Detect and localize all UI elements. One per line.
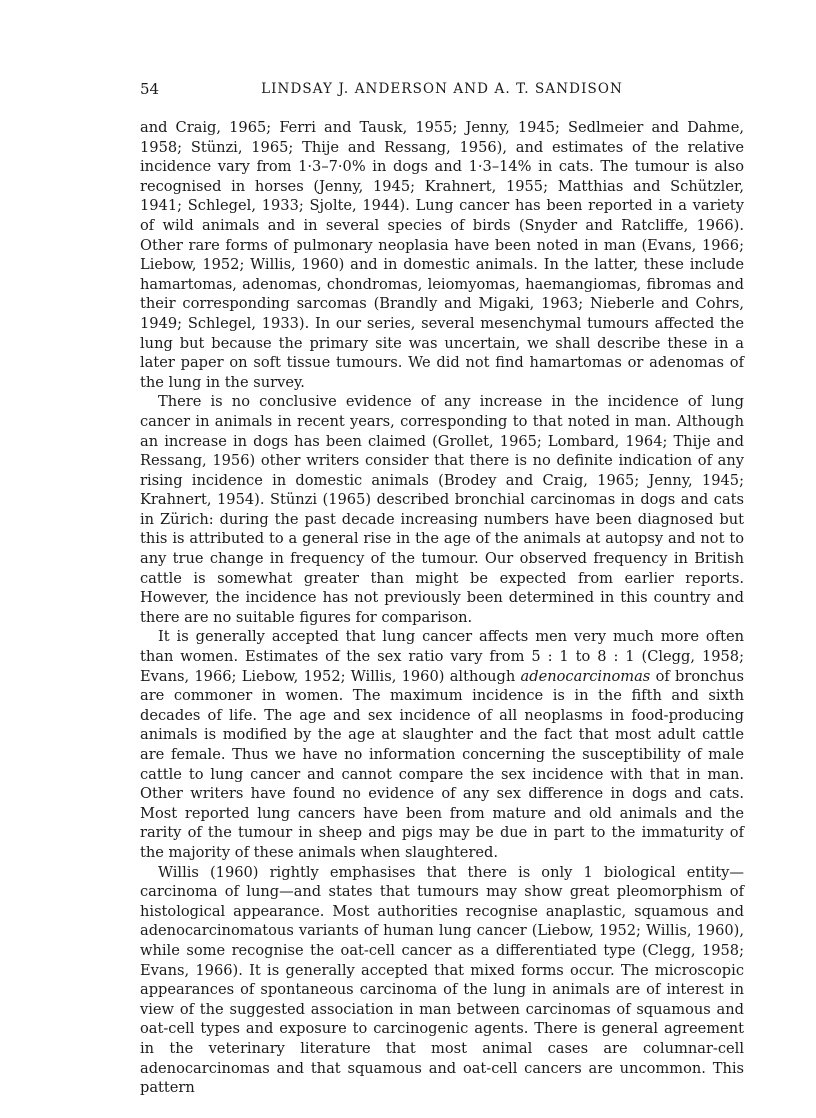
page-number: 54	[140, 80, 160, 98]
paragraph-sex-ratio-text-b: of bronchus are commoner in women. The maximum incidence is in the fifth and sixth decades of life. The age and sex incidence of all neoplasms in food-producing animals is modified by the age at slaughter and the fact that most adult cattle are female. Thus we have no information concerning the susceptibility of male cattle to lung cancer and cannot compare the sex incidence with that in man. Other writers have found no evidence of any sex difference in dogs and cats. Most reported lung cancers have been from mature and old animals and the rarity of the tumour in sheep and pigs may be due in part to the immaturity of the majority of these animals when slaughtered.	[140, 667, 744, 861]
paragraph-sex-ratio	[140, 627, 744, 862]
page-header	[140, 80, 744, 104]
italic-adenocarcinomas: adenocarcinomas	[520, 667, 651, 685]
body-text	[140, 118, 744, 1098]
paragraph-histology: Willis (1960) rightly emphasises that there is only 1 biological entity—carcinoma of lung—and states that tumours may show great pleomorphism of histological appearance. Most authorities recognise anaplastic, squamous and adenocarcinomatous variants of human lung cancer (Liebow, 1952; Willis, 1960), while some recognise the oat-cell cancer as a differentiated type (Clegg, 1958; Evans, 1966). It is generally accepted that mixed forms occur. The microscopic appearances of spontaneous carcinoma of the lung in animals are of interest in view of the suggested association in man between carcinomas of squamous and oat-cell types and exposure to carcinogenic agents. There is general agreement in the veterinary literature that most animal cases are columnar-cell adenocarcinomas and that squamous and oat-cell cancers are uncommon. This pattern	[140, 863, 744, 1097]
paragraph-continued: and Craig, 1965; Ferri and Tausk, 1955; Jenny, 1945; Sedlmeier and Dahme, 1958; Stünzi, 1965; Thije and Ressang, 1956), and estimates of the relative incidence vary from 1·3–7·0% in dogs and 1·3–14% in cats. The tumour is also recognised in horses (Jenny, 1945; Krahnert, 1955; Matthias and Schützler, 1941; Schlegel, 1933; Sjolte, 1944). Lung cancer has been reported in a variety of wild animals and in several species of birds (Snyder and Ratcliffe, 1966). Other rare forms of pulmonary neoplasia have been noted in man (Evans, 1966; Liebow, 1952; Willis, 1960) and in domestic animals. In the latter, these include hamartomas, adenomas, chondromas, leiomyomas, haemangiomas, fibromas and their corresponding sarcomas (Brandly and Migaki, 1963; Nieberle and Cohrs, 1949; Schlegel, 1933). In our series, several mesenchymal tumours affected the lung but because the primary site was uncertain, we shall describe these in a later paper on soft tissue tumours. We did not find hamartomas or adenomas of the lung in the survey.	[140, 119, 744, 391]
paragraph-lung-cancer-incidence: There is no conclusive evidence of any increase in the incidence of lung cancer in animals in recent years, corresponding to that noted in man. Although an increase in dogs has been claimed (Grollet, 1965; Lombard, 1964; Thije and Ressang, 1956) other writers consider that there is no definite indication of any rising incidence in domestic animals (Brodey and Craig, 1965; Jenny, 1945; Krahnert, 1954). Stünzi (1965) described bronchial carcinomas in dogs and cats in Zürich: during the past decade increasing numbers have been diagnosed but this is attributed to a general rise in the age of the animals at autopsy and not to any true change in frequency of the tumour. Our observed frequency in British cattle is somewhat greater than might be expected from earlier reports. However, the incidence has not previously been determined in this country and there are no suitable figures for comparison.	[140, 393, 744, 626]
running-head: LINDSAY J. ANDERSON AND A. T. SANDISON	[261, 81, 623, 97]
paragraph-sex-ratio-text-a: It is generally accepted that lung cancer affects men very much more often than women. Estimates of the sex ratio vary from 5 : 1 to 8 : 1 (Clegg, 1958; Evans, 1966; Liebow, 1952; Willis, 1960) although	[140, 628, 744, 685]
